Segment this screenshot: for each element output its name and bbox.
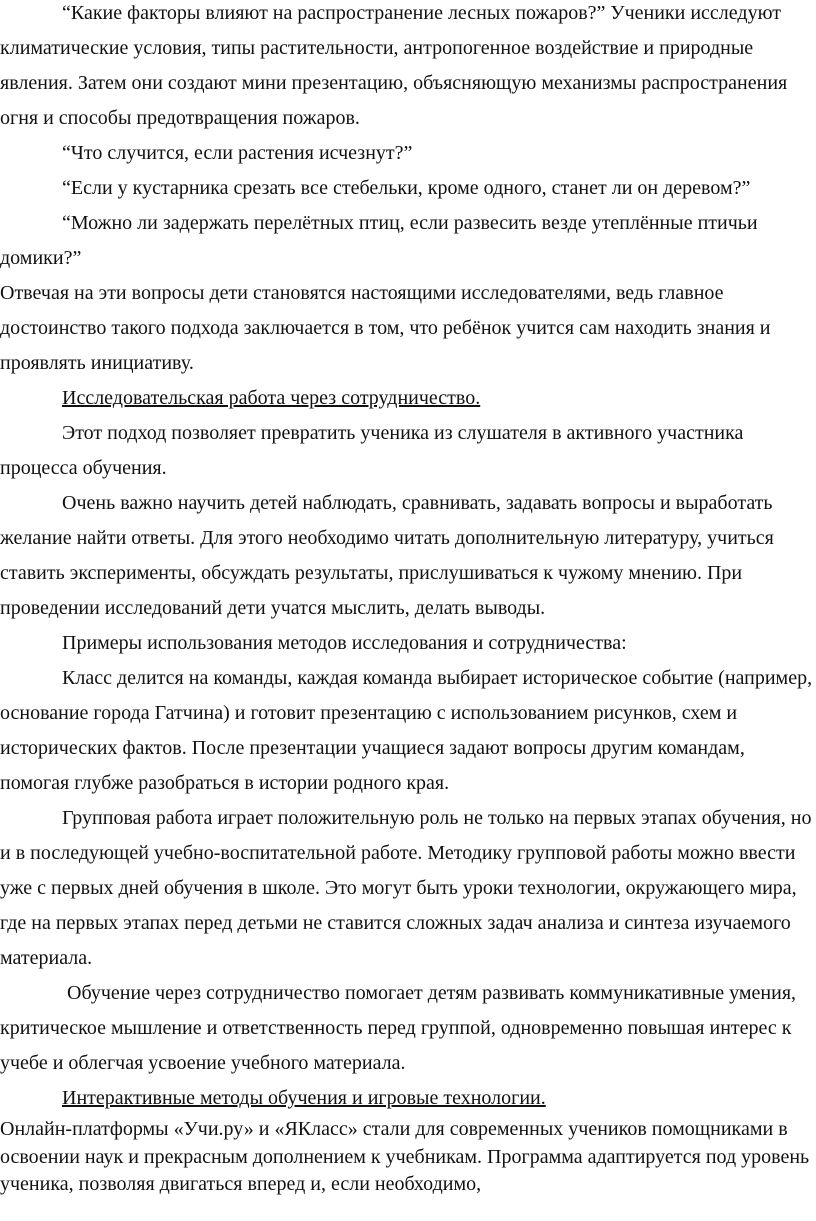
text-line: Исследовательская работа через сотрудничество. xyxy=(62,387,481,409)
paragraph xyxy=(0,416,816,486)
text-line: проведении исследований дети учатся мыслить, делать выводы. xyxy=(0,597,546,619)
text-line: проявлять инициативу. xyxy=(0,352,194,374)
paragraph xyxy=(0,486,816,626)
text-line: освоении наук и прекрасным дополнением к учебникам. Программа адаптируется под уровень xyxy=(0,1145,810,1168)
paragraph xyxy=(0,626,816,661)
text-line: Этот подход позволяет превратить ученика из слушателя в активного участника xyxy=(62,422,744,444)
text-line: достоинство такого подхода заключается в том, что ребёнок учится сам находить знания и xyxy=(0,317,771,339)
text-line: помогая глубже разобраться в истории родного края. xyxy=(0,772,450,794)
text-line: уже с первых дней обучения в школе. Это могут быть уроки технологии, окружающего мира, xyxy=(0,877,797,899)
text-line: “Что случится, если растения исчезнут?” xyxy=(62,142,413,164)
paragraph xyxy=(0,136,816,171)
paragraph xyxy=(0,276,816,381)
text-line: материала. xyxy=(0,947,93,969)
text-line: огня и способы предотвращения пожаров. xyxy=(0,107,360,129)
text-line: “Можно ли задержать перелётных птиц, если развесить везде утеплённые птичьи xyxy=(62,212,758,234)
text-line: “Какие факторы влияют на распространение лесных пожаров?” Ученики исследуют xyxy=(62,2,781,24)
paragraph xyxy=(0,1116,816,1199)
text-line: Отвечая на эти вопросы дети становятся настоящими исследователями, ведь главное xyxy=(0,282,724,304)
text-line: Класс делится на команды, каждая команда выбирает историческое событие (например, xyxy=(62,667,813,689)
text-line: исторических фактов. После презентации учащиеся задают вопросы другим командам, xyxy=(0,737,745,759)
text-line: и в последующей учебно-воспитательной работе. Методику групповой работы можно ввести xyxy=(0,842,796,864)
paragraph xyxy=(0,171,816,206)
paragraph xyxy=(0,976,816,1081)
paragraph xyxy=(0,801,816,976)
text-line: желание найти ответы. Для этого необходимо читать дополнительную литературу, учиться xyxy=(0,527,774,549)
text-line: Групповая работа играет положительную роль не только на первых этапах обучения, но xyxy=(62,807,812,829)
text-line: Примеры использования методов исследования и сотрудничества: xyxy=(62,632,627,654)
section-heading xyxy=(0,1081,816,1116)
text-line: домики?” xyxy=(0,247,82,269)
text-line: явления. Затем они создают мини презентацию, объясняющую механизмы распространения xyxy=(0,72,788,94)
text-line: Обучение через сотрудничество помогает детям развивать коммуникативные умения, xyxy=(62,982,797,1004)
text-line: основание города Гатчина) и готовит презентацию с использованием рисунков, схем и xyxy=(0,702,738,724)
text-line: процесса обучения. xyxy=(0,457,167,479)
paragraph xyxy=(0,206,816,276)
text-line: учебе и облегчая усвоение учебного материала. xyxy=(0,1052,406,1074)
section-heading xyxy=(0,381,816,416)
text-line: где на первых этапах перед детьми не ставится сложных задач анализа и синтеза изучаемого xyxy=(0,912,791,934)
paragraph xyxy=(0,661,816,801)
text-line: климатические условия, типы растительности, антропогенное воздействие и природные xyxy=(0,37,754,59)
text-line: ученика, позволяя двигаться вперед и, если необходимо, xyxy=(0,1173,482,1195)
text-line: Интерактивные методы обучения и игровые технологии. xyxy=(62,1087,546,1109)
paragraph xyxy=(0,0,816,136)
text-line: ставить эксперименты, обсуждать результаты, прислушиваться к чужому мнению. При xyxy=(0,562,743,584)
text-line: “Если у кустарника срезать все стебельки, кроме одного, станет ли он деревом?” xyxy=(62,177,751,199)
text-line: Очень важно научить детей наблюдать, сравнивать, задавать вопросы и выработать xyxy=(62,492,773,514)
text-line: критическое мышление и ответственность перед группой, одновременно повышая интерес к xyxy=(0,1017,792,1039)
text-line: Онлайн-платформы «Учи.ру» и «ЯКласс» стали для современных учеников помощниками в xyxy=(0,1118,788,1140)
